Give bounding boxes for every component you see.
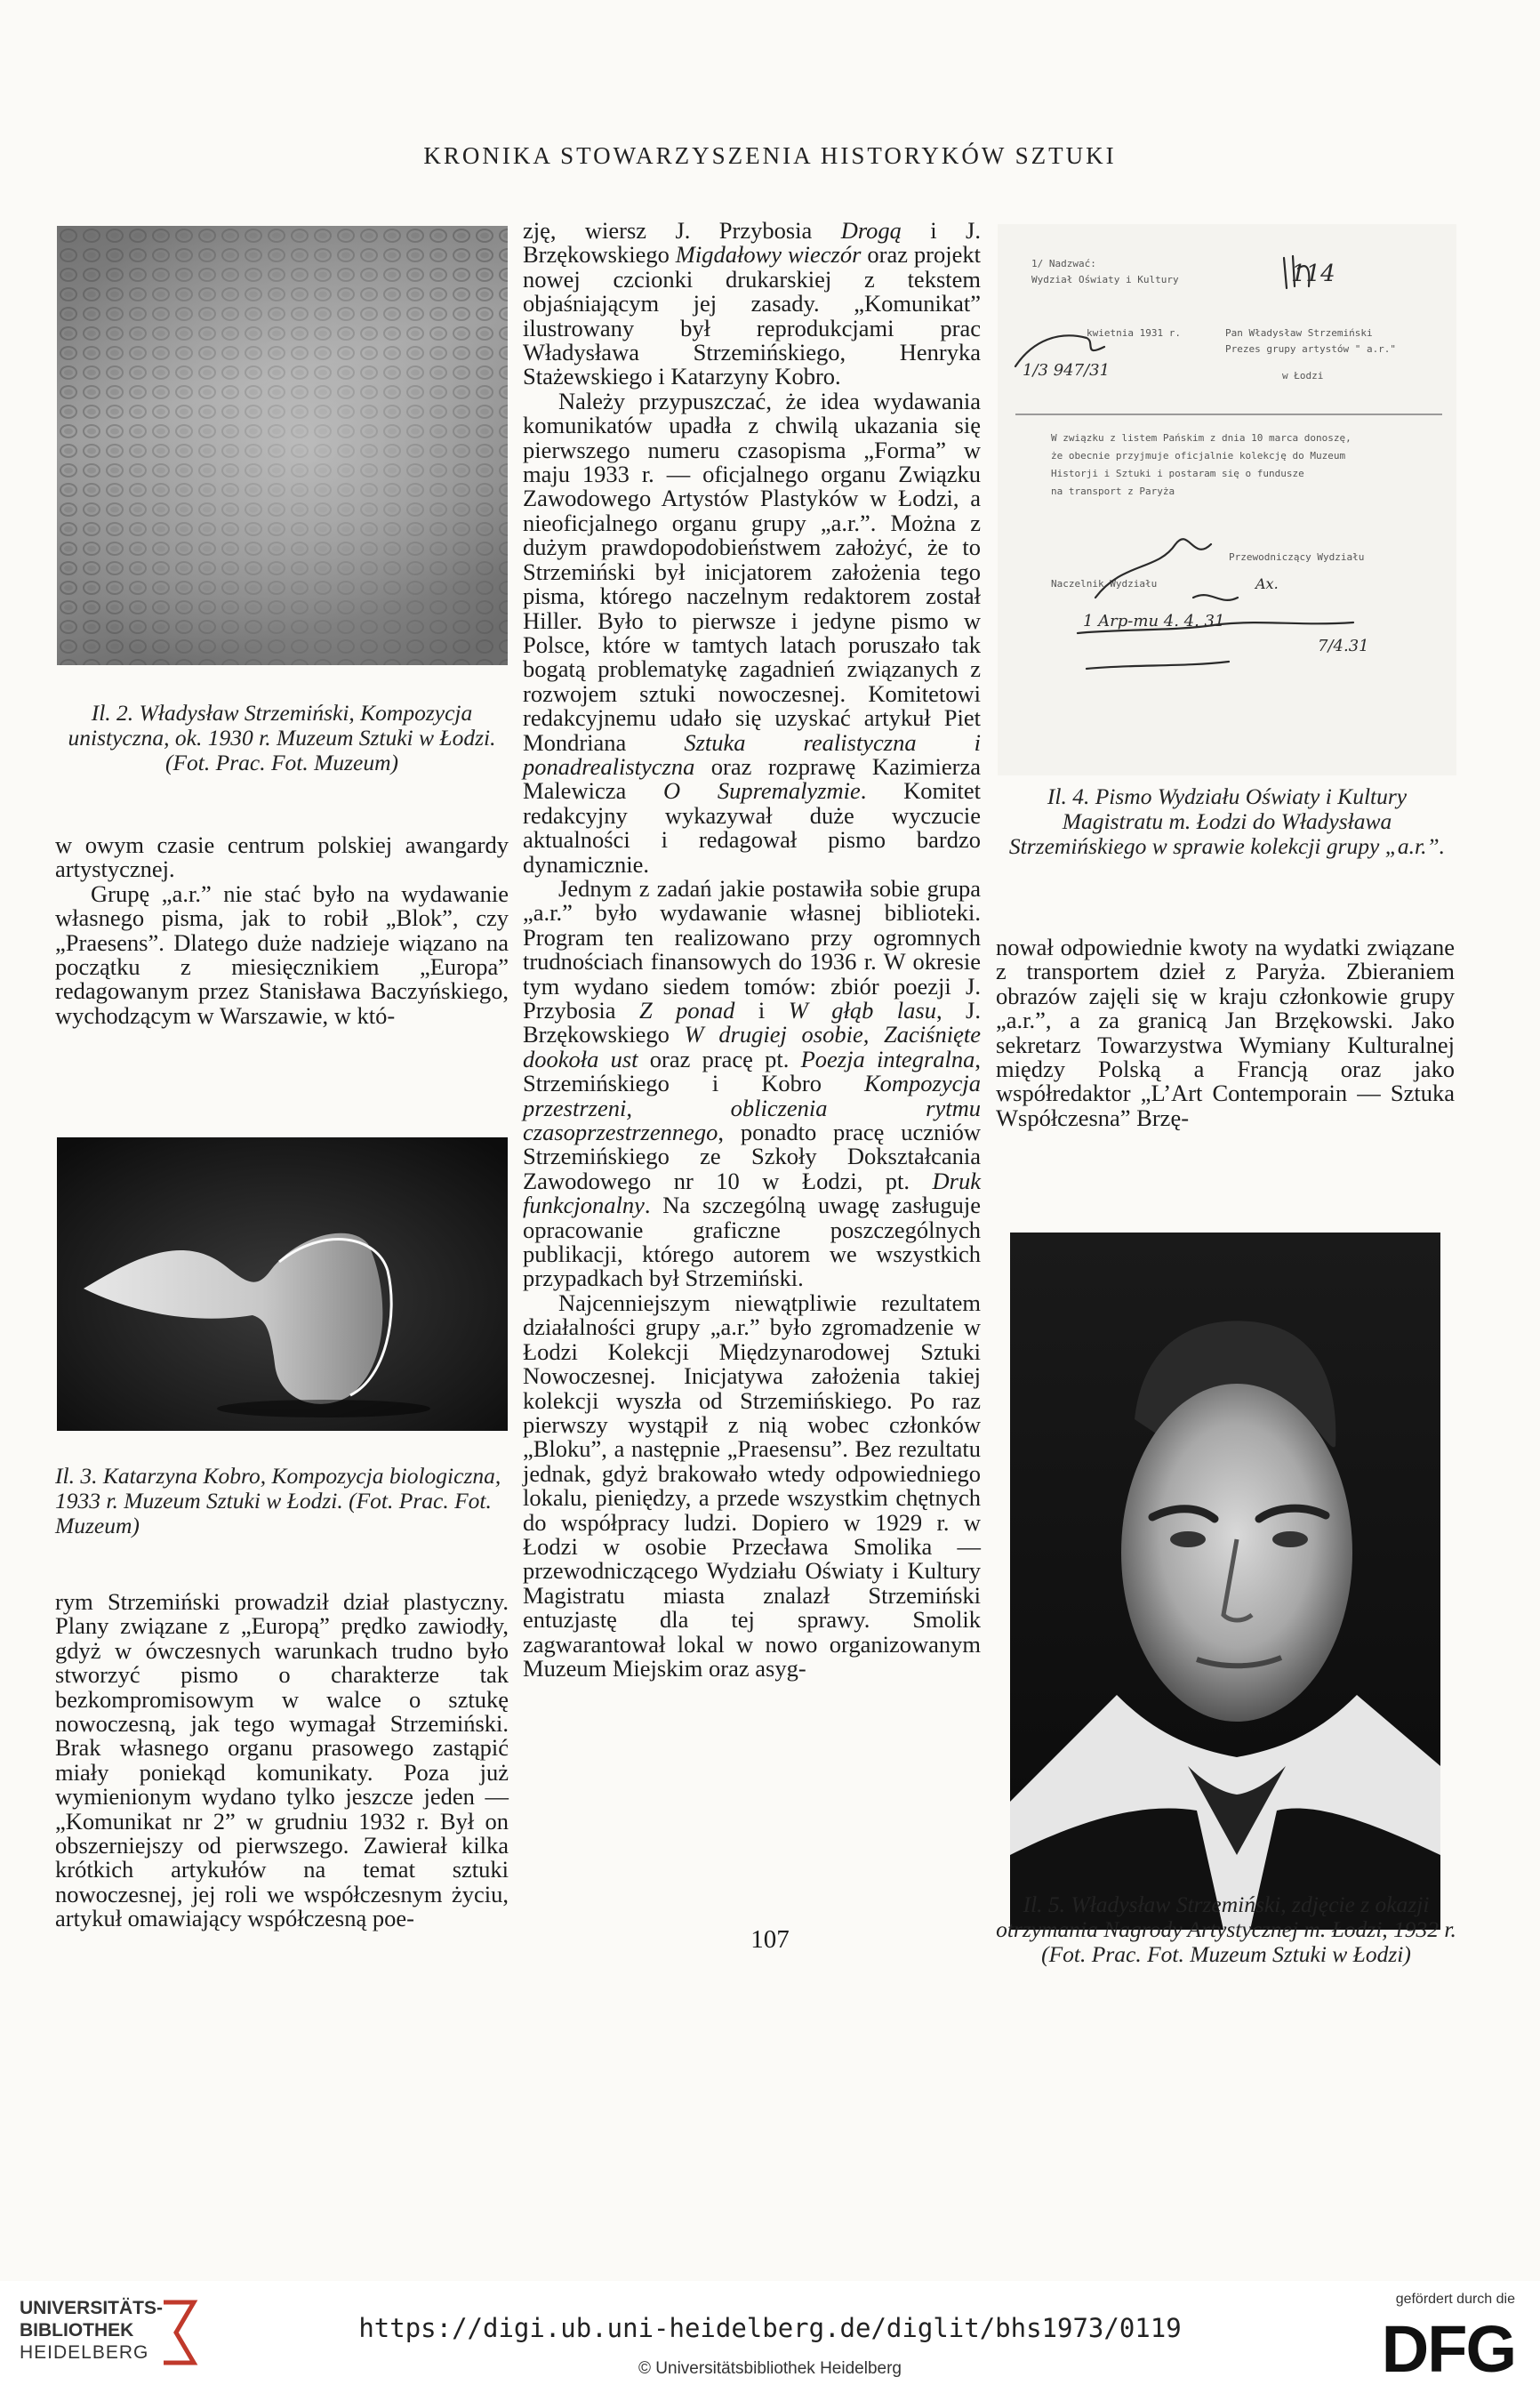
figure-3-caption: Il. 3. Katarzyna Kobro, Kompozycja biologiczna, 1933 r. Muzeum Sztuki w Łodzi. (Fot. Prac. Fot. Muzeum) (55, 1463, 501, 1538)
figure-2-caption: Il. 2. Władysław Strzemiński, Kompozycja unistyczna, ok. 1930 r. Muzeum Sztuki w Łodzi. (Fot. Prac. Fot. Muzeum) (68, 700, 496, 775)
footer-bar (0, 2281, 1540, 2393)
doc-line: że obecnie przyjmuje oficjalnie kolekcję do Muzeum (1051, 450, 1346, 462)
handwriting: Ax. (1255, 575, 1279, 592)
paragraph: nował odpowiednie kwoty na wydatki związane z transportem dzieł z Paryża. Zbieraniem obrazów zajęli się w kraju członkowie grupy „a.r.”, a za granicą Jan Brzękowski. Jako sekretarz Towarzystwa Wymiany Kulturalnej między Polską a Francją oraz jako współredaktor „L’Art Contemporain — Sztuka Współczesna” Brzę- (996, 934, 1455, 1131)
dfg-logo: DFG (1381, 2312, 1515, 2386)
paragraph: rym Strzemiński prowadził dział plastyczny. Plany związane z „Europą” prędko zawiodły, gdyż w ówczesnych warunkach trudno było stworzyć pismo o charakterze tak bezkompromisowym w walce o sztukę nowoczesną, jak tego wymagał Strzemiński. Brak własnego organu prasowego zastąpić miały poniekąd komunikaty. Poza już wymienionym wydano tylko jeszcze jeden — „Komunikat nr 2” w grudniu 1932 r. Był on obszerniejszy od pierwszego. Zawierał kilka krótkich artykułów na temat sztuki nowoczesnej, jej roli we współczesnym życiu, artykuł omawiający współczesną poe- (55, 1588, 509, 1932)
figure-portrait-photo (1010, 1233, 1440, 1930)
doc-line: Wydział Oświaty i Kultury (1031, 274, 1179, 285)
copyright-notice: © Universitätsbibliothek Heidelberg (638, 2359, 902, 2378)
page-number: 107 (750, 1925, 790, 1954)
doc-line: Historji i Sztuki i postaram się o fundusze (1051, 468, 1304, 479)
doc-line: w Łodzi (1282, 370, 1324, 381)
library-logo-line: BIBLIOTHEK (20, 2320, 134, 2341)
doc-line: kwietnia 1931 r. (1087, 327, 1181, 339)
figure-unistic-composition (57, 226, 508, 665)
figure-biological-composition (57, 1137, 508, 1431)
source-url-link[interactable]: https://digi.ub.uni-heidelberg.de/diglit/bhs1973/0119 (358, 2313, 1182, 2343)
paragraph: Należy przypuszczać, że idea wydawania komunikatów upadła z chwilą ukazania się pierwszego numeru czasopisma „Forma” w maju 1933 r. — oficjalnego organu Związku Zawodowego Artystów Plastyków w Łodzi, a nieoficjalnego organu grupy „a.r.”. Można z dużym prawdopodobieństwem założyć, że to Strzemiński był inicjatorem założenia tego pisma, którego naczelnym redaktorem został Hiller. Było to pierwsze i jedyne pismo w Polsce, które w tamtych latach poruszało tak bogatą problematykę zagadnień związanych z rozwojem sztuki nowoczesnej. Komitetowi redakcyjnemu udało się uzyskać artykuł Piet Mondriana Sztuka realistyczna i ponadrealistyczna oraz rozprawę Kazimierza Malewicza O Supremalyzmie. Komitet redakcyjny wykazywał duże wyczucie aktualności i redagował pismo bardzo dynamicznie. (523, 387, 981, 878)
paragraph: zję, wiersz J. Przybosia Drogą i J. Brzękowskiego Migdałowy wieczór oraz projekt nowej czcionki drukarskiej z tekstem objaśniającym jej zasady. „Komunikat” ilustrowany był reprodukcjami prac Władysława Strzemińskiego, Henryka Stażewskiego i Katarzyny Kobro. (523, 217, 981, 390)
running-head: KRONIKA STOWARZYSZENIA HISTORYKÓW SZTUKI (423, 142, 1117, 169)
paragraph: Grupę „a.r.” nie stać było na wydawanie własnego pisma, jak to robił „Blok”, czy „Praesens”. Dlatego duże nadzieje wiązano na początku z miesięcznikiem „Europa” redagowanym przez Stanisława Baczyńskiego, wychodzącym w Warszawie, w któ- (55, 879, 509, 1029)
handwriting: 114 (1291, 261, 1335, 287)
handwriting: 7/4.31 (1318, 637, 1369, 655)
handwriting: 1 Arp-mu 4. 4. 31 (1083, 612, 1225, 630)
paragraph: Najcenniejszym niewątpliwie rezultatem działalności grupy „a.r.” było zgromadzenie w Łodzi Kolekcji Międzynarodowej Sztuki Nowoczesnej. Inicjatywa założenia takiej kolekcji wyszła od Strzemińskiego. Po raz pierwszy wystąpił z nią wobec członków „Bloku”, a następnie „Praesensu”. Bez rezultatu jednak, gdyż brakowało wtedy odpowiedniego lokalu, pieniędzy, a przede wszystkim chętnych do współpracy ludzi. Dopiero w 1929 r. w Łodzi w osobie Przecława Smolika — przewodniczącego Wydziału Oświaty i Kultury Magistratu miasta znalazł Strzemiński entuzjastę dla tej sprawy. Smolik zagwarantował lokal w nowo organizowanym Muzeum Miejskim oraz asyg- (523, 1289, 981, 1682)
doc-line: 1/ Nadzwać: (1031, 258, 1096, 269)
figure-letter-document (998, 224, 1456, 775)
paragraph: Jednym z zadań jakie postawiła sobie grupa „a.r.” było wydawanie własnej biblioteki. Program ten realizowano przy ogromnych trudnościach finansowych do 1936 r. W okresie tym wydano siedem tomów: zbiór poezji J. Przybosia Z ponad i W głąb lasu, J. Brzękowskiego W drugiej osobie, Zaciśnięte dookoła ust oraz pracę pt. Poezja integralna, Strzemińskiego i Kobro Kompozycja przestrzeni, obliczenia rytmu czasoprzestrzennego, ponadto pracę uczniów Strzemińskiego ze Szkoły Dokształcania Zawodowego nr 10 w Łodzi, pt. Druk funkcjonalny. Na szczególną uwagę zasługuje opracowanie graficzne poszczególnych publikacji, którego autorem we wszystkich przypadkach był Strzemiński. (523, 874, 981, 1292)
library-logo-line: HEIDELBERG (20, 2342, 149, 2363)
figure-5-caption: Il. 5. Władysław Strzemiński, zdjęcie z okazji otrzymania Nagrody Artystycznej m. Łodzi, 1932 r. (Fot. Prac. Fot. Muzeum Sztuki w Łodzi) (996, 1891, 1456, 1967)
library-logo-line: UNIVERSITÄTS- (20, 2298, 164, 2318)
column-2 (523, 219, 981, 1681)
funding-note: gefördert durch die (1395, 2292, 1515, 2307)
column-3 (996, 936, 1455, 1130)
doc-line: na transport z Paryża (1051, 486, 1175, 497)
paragraph: w owym czasie centrum polskiej awangardy artystycznej. (55, 831, 509, 883)
column-1-top (55, 833, 509, 1028)
doc-line: Prezes grupy artystów " a.r." (1225, 343, 1397, 355)
doc-line: Pan Władysław Strzemiński (1225, 327, 1373, 339)
doc-line: Naczelnik Wydziału (1051, 578, 1158, 590)
column-1-bottom (55, 1590, 509, 1931)
handwriting: 1/3 947/31 (1023, 361, 1111, 380)
doc-line: W związku z listem Pańskim z dnia 10 marca donoszę, (1051, 432, 1352, 444)
figure-4-caption: Il. 4. Pismo Wydziału Oświaty i Kultury Magistratu m. Łodzi do Władysława Strzemińskiego w sprawie kolekcji grupy „a.r.”. (1008, 783, 1446, 859)
doc-line: Przewodniczący Wydziału (1229, 551, 1365, 563)
